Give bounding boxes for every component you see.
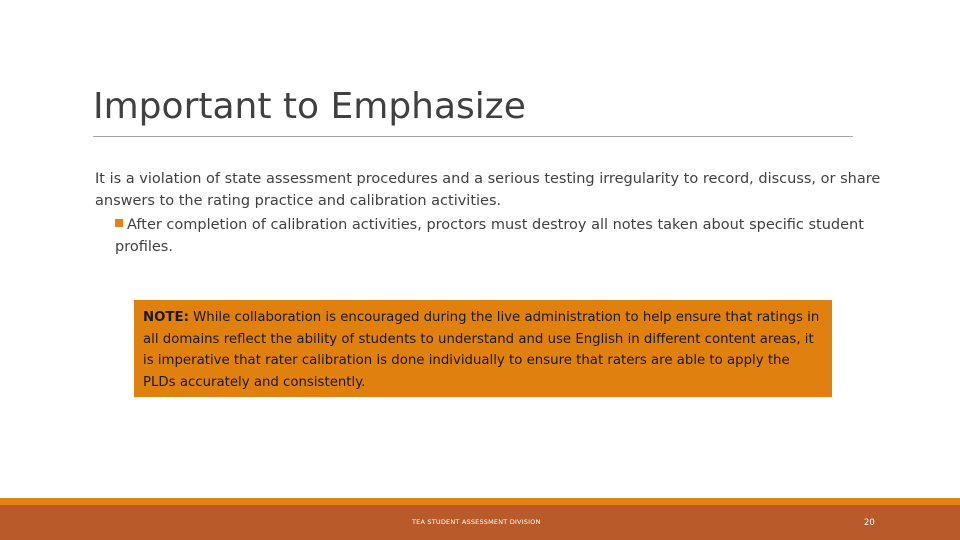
note-callout [134,300,832,397]
bullet-text-content: After completion of calibration activities, proctors must destroy all notes taken about specific student profiles. [115,217,864,255]
note-label: NOTE: [143,310,189,325]
square-bullet-icon [115,219,123,227]
note-text [143,307,822,393]
bullet-item [115,214,905,258]
title-divider [93,136,853,137]
body-paragraph: It is a violation of state assessment procedures and a serious testing irregularity to record, discuss, or share answers to the rating practice and calibration activities. [95,171,881,209]
page-number: 20 [864,518,875,528]
footer-accent-stripe [0,498,960,505]
slide-title: Important to Emphasize [93,86,526,127]
note-body: While collaboration is encouraged during the live administration to help ensure that ratings in all domains reflect the ability of students to understand and use English in different content areas, it is imperative that rater calibration is done individually to ensure that raters are able to apply the PLDs accurately and consistently. [143,310,820,390]
footer-text: TEA STUDENT ASSESSMENT DIVISION [412,518,541,526]
bullet-text [115,214,905,258]
